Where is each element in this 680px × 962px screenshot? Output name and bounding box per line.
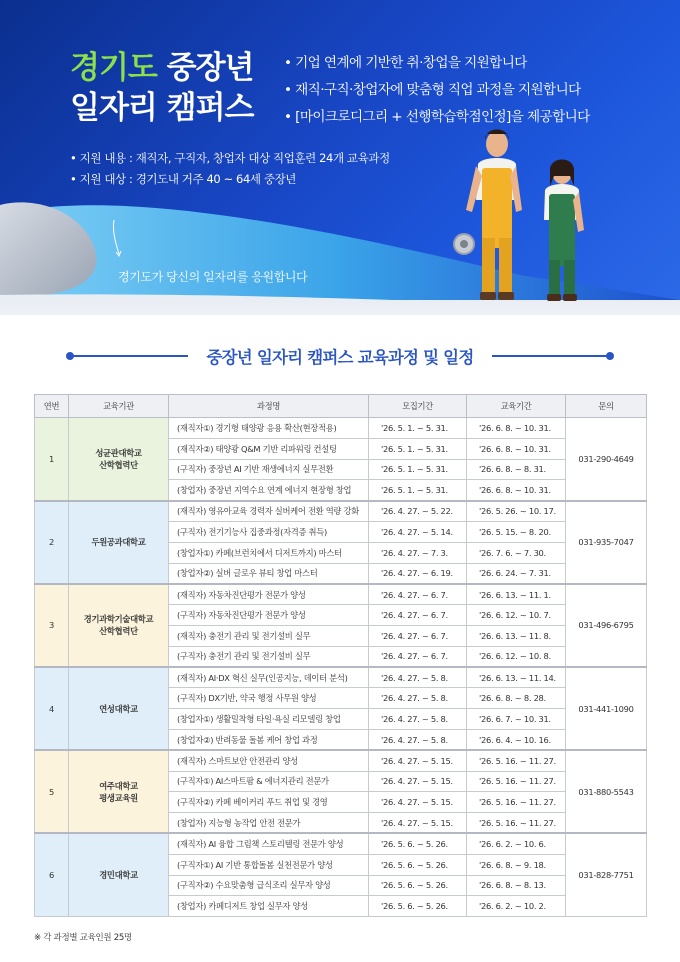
institution-name: 성균관대학교	[95, 447, 142, 458]
recruit-period: '26. 4. 27. ~ 7. 3.	[369, 542, 467, 563]
institution-subname: 평생교육원	[99, 792, 138, 803]
table-row	[35, 750, 647, 771]
course-name: (재직자) 영유아교육 경력자 실버케어 전환 역량 강화	[169, 501, 369, 522]
section-header	[0, 344, 680, 368]
contact-phone: 031-496-6795	[566, 584, 647, 667]
recruit-period: '26. 4. 27. ~ 6. 7.	[369, 584, 467, 605]
course-name: (재직자) 자동차진단평가 전문가 양성	[169, 584, 369, 605]
schedule-table	[34, 394, 647, 917]
recruit-period: '26. 4. 27. ~ 6. 7.	[369, 605, 467, 626]
education-period: '26. 6. 8. ~ 10. 31.	[467, 418, 566, 439]
row-number: 2	[35, 501, 69, 584]
feature-bullet: • [마이크로디그리 + 선행학습학점인정]을 제공합니다	[284, 104, 590, 131]
table-row	[35, 584, 647, 605]
recruit-period: '26. 4. 27. ~ 5. 15.	[369, 771, 467, 792]
column-header: 교육기간	[467, 395, 566, 418]
education-period: '26. 6. 2. ~ 10. 6.	[467, 833, 566, 854]
course-name: (재직자) AI·DX 혁신 실무(인공지능, 데이터 분석)	[169, 667, 369, 688]
education-period: '26. 6. 12. ~ 10. 7.	[467, 605, 566, 626]
support-info	[70, 148, 390, 190]
education-period: '26. 6. 12. ~ 10. 8.	[467, 646, 566, 667]
institution-cell	[69, 501, 169, 584]
course-name: (창업자) 카페디저트 창업 실무자 양성	[169, 896, 369, 917]
course-name: (구직자①) AI 기반 통합돌봄 실천전문가 양성	[169, 854, 369, 875]
row-number: 4	[35, 667, 69, 750]
education-period: '26. 5. 16. ~ 11. 27.	[467, 792, 566, 813]
course-name: (구직자) DX기반, 약국 행정 사무원 양성	[169, 688, 369, 709]
institution-cell	[69, 418, 169, 501]
course-name: (재직자) 충전기 관리 및 전기설비 실무	[169, 625, 369, 646]
course-name: (창업자②) 반려동물 돌봄 케어 창업 과정	[169, 729, 369, 750]
recruit-period: '26. 4. 27. ~ 5. 8.	[369, 729, 467, 750]
row-number: 3	[35, 584, 69, 667]
title-highlight: 경기도	[70, 50, 157, 86]
course-name: (재직자①) 경기형 태양광 응용 확산(현장적용)	[169, 418, 369, 439]
course-name: (창업자②) 실버 글로우 뷰티 창업 마스터	[169, 563, 369, 584]
institution-cell	[69, 584, 169, 667]
table-row	[35, 418, 647, 439]
recruit-period: '26. 4. 27. ~ 6. 7.	[369, 625, 467, 646]
column-header: 과정명	[169, 395, 369, 418]
hero-banner	[0, 0, 680, 315]
recruit-period: '26. 4. 27. ~ 5. 8.	[369, 688, 467, 709]
education-period: '26. 6. 4. ~ 10. 16.	[467, 729, 566, 750]
education-period: '26. 6. 8. ~ 8. 13.	[467, 875, 566, 896]
divider-dot	[606, 352, 614, 360]
divider	[492, 355, 610, 357]
institution-name: 경민대학교	[99, 870, 138, 881]
recruit-period: '26. 4. 27. ~ 5. 22.	[369, 501, 467, 522]
recruit-period: '26. 4. 27. ~ 6. 19.	[369, 563, 467, 584]
recruit-period: '26. 5. 6. ~ 5. 26.	[369, 854, 467, 875]
feature-bullets	[284, 50, 590, 131]
recruit-period: '26. 5. 1. ~ 5. 31.	[369, 480, 467, 501]
row-number: 1	[35, 418, 69, 501]
course-name: (구직자) 중장년 AI 기반 재생에너지 실무전환	[169, 459, 369, 480]
support-content: • 지원 내용 : 재직자, 구직자, 창업자 대상 직업훈련 24개 교육과정	[70, 148, 390, 169]
education-period: '26. 6. 13. ~ 11. 1.	[467, 584, 566, 605]
course-name: (구직자①) AI스마트팜 & 에너지관리 전문가	[169, 771, 369, 792]
course-name: (구직자) 충전기 관리 및 전기설비 실무	[169, 646, 369, 667]
education-period: '26. 5. 16. ~ 11. 27.	[467, 750, 566, 771]
footnote: ※ 각 과정별 교육인원 25명	[34, 933, 132, 943]
feature-bullet: • 기업 연계에 기반한 취·창업을 지원합니다	[284, 50, 590, 77]
course-name: (구직자) 자동차진단평가 전문가 양성	[169, 605, 369, 626]
education-period: '26. 6. 2. ~ 10. 2.	[467, 896, 566, 917]
contact-phone: 031-935-7047	[566, 501, 647, 584]
slogan: 경기도가 당신의 일자리를 응원합니다	[118, 270, 308, 284]
education-period: '26. 6. 13. ~ 11. 8.	[467, 625, 566, 646]
course-name: (재직자) AI 융합 그림책 스토리텔링 전문가 양성	[169, 833, 369, 854]
education-period: '26. 5. 26. ~ 10. 17.	[467, 501, 566, 522]
row-number: 6	[35, 833, 69, 916]
institution-name: 경기과학기술대학교	[83, 614, 154, 625]
course-name: (창업자①) 카페(브런치에서 디저트까지) 마스터	[169, 542, 369, 563]
column-header: 문의	[566, 395, 647, 418]
education-period: '26. 6. 8. ~ 8. 31.	[467, 459, 566, 480]
recruit-period: '26. 4. 27. ~ 5. 8.	[369, 709, 467, 730]
recruit-period: '26. 4. 27. ~ 5. 15.	[369, 750, 467, 771]
support-target: • 지원 대상 : 경기도내 거주 40 ~ 64세 중장년	[70, 169, 390, 190]
recruit-period: '26. 5. 1. ~ 5. 31.	[369, 459, 467, 480]
course-name: (구직자②) 카페 베이커리 푸드 취업 및 경영	[169, 792, 369, 813]
course-name: (재직자②) 태양광 Q&M 기반 리파워링 컨설팅	[169, 438, 369, 459]
recruit-period: '26. 4. 27. ~ 5. 8.	[369, 667, 467, 688]
education-period: '26. 6. 24. ~ 7. 31.	[467, 563, 566, 584]
table-row	[35, 833, 647, 854]
feature-bullet: • 재직·구직·창업자에 맞춤형 직업 과정을 지원합니다	[284, 77, 590, 104]
table-row	[35, 667, 647, 688]
education-period: '26. 5. 15. ~ 8. 20.	[467, 521, 566, 542]
recruit-period: '26. 4. 27. ~ 5. 15.	[369, 792, 467, 813]
institution-cell	[69, 667, 169, 750]
recruit-period: '26. 4. 27. ~ 5. 14.	[369, 521, 467, 542]
page-title	[70, 48, 253, 128]
education-period: '26. 5. 16. ~ 11. 27.	[467, 771, 566, 792]
contact-phone: 031-828-7751	[566, 833, 647, 916]
contact-phone: 031-441-1090	[566, 667, 647, 750]
table-row	[35, 501, 647, 522]
course-name: (창업자①) 생활밀착형 타일·욕실 리모델링 창업	[169, 709, 369, 730]
recruit-period: '26. 4. 27. ~ 6. 7.	[369, 646, 467, 667]
course-name: (구직자②) 수요맞춤형 급식조리 실무자 양성	[169, 875, 369, 896]
education-period: '26. 6. 8. ~ 8. 28.	[467, 688, 566, 709]
arrow-down-icon	[110, 218, 124, 260]
institution-subname: 산학협력단	[99, 626, 138, 637]
section-title: 중장년 일자리 캠퍼스 교육과정 및 일정	[206, 348, 474, 367]
education-period: '26. 5. 16. ~ 11. 27.	[467, 813, 566, 834]
table-header-row	[35, 395, 647, 418]
education-period: '26. 6. 13. ~ 11. 14.	[467, 667, 566, 688]
course-name: (창업자) 중장년 지역수요 연계 에너지 현장형 창업	[169, 480, 369, 501]
recruit-period: '26. 5. 6. ~ 5. 26.	[369, 896, 467, 917]
divider	[70, 355, 188, 357]
institution-cell	[69, 833, 169, 916]
column-header: 모집기간	[369, 395, 467, 418]
title-word: 중장년	[166, 50, 254, 86]
column-header: 교육기관	[69, 395, 169, 418]
education-period: '26. 6. 8. ~ 10. 31.	[467, 480, 566, 501]
institution-name: 두원공과대학교	[91, 537, 146, 548]
recruit-period: '26. 5. 6. ~ 5. 26.	[369, 833, 467, 854]
contact-phone: 031-880-5543	[566, 750, 647, 833]
education-period: '26. 6. 7. ~ 10. 31.	[467, 709, 566, 730]
institution-name: 여주대학교	[99, 780, 138, 791]
recruit-period: '26. 4. 27. ~ 5. 15.	[369, 813, 467, 834]
column-header: 연번	[35, 395, 69, 418]
row-number: 5	[35, 750, 69, 833]
divider-dot	[66, 352, 74, 360]
institution-subname: 산학협력단	[99, 459, 138, 470]
course-name: (구직자) 전기기능사 집중과정(자격증 취득)	[169, 521, 369, 542]
education-period: '26. 6. 8. ~ 9. 18.	[467, 854, 566, 875]
education-period: '26. 6. 8. ~ 10. 31.	[467, 438, 566, 459]
contact-phone: 031-290-4649	[566, 418, 647, 501]
institution-name: 연성대학교	[99, 703, 138, 714]
workers-illustration	[452, 120, 602, 305]
education-period: '26. 7. 6. ~ 7. 30.	[467, 542, 566, 563]
course-name: (창업자) 지능형 농작업 안전 전문가	[169, 813, 369, 834]
recruit-period: '26. 5. 1. ~ 5. 31.	[369, 418, 467, 439]
recruit-period: '26. 5. 1. ~ 5. 31.	[369, 438, 467, 459]
title-line-2: 일자리 캠퍼스	[70, 90, 254, 126]
recruit-period: '26. 5. 6. ~ 5. 26.	[369, 875, 467, 896]
course-name: (재직자) 스마트보안 안전관리 양성	[169, 750, 369, 771]
institution-cell	[69, 750, 169, 833]
